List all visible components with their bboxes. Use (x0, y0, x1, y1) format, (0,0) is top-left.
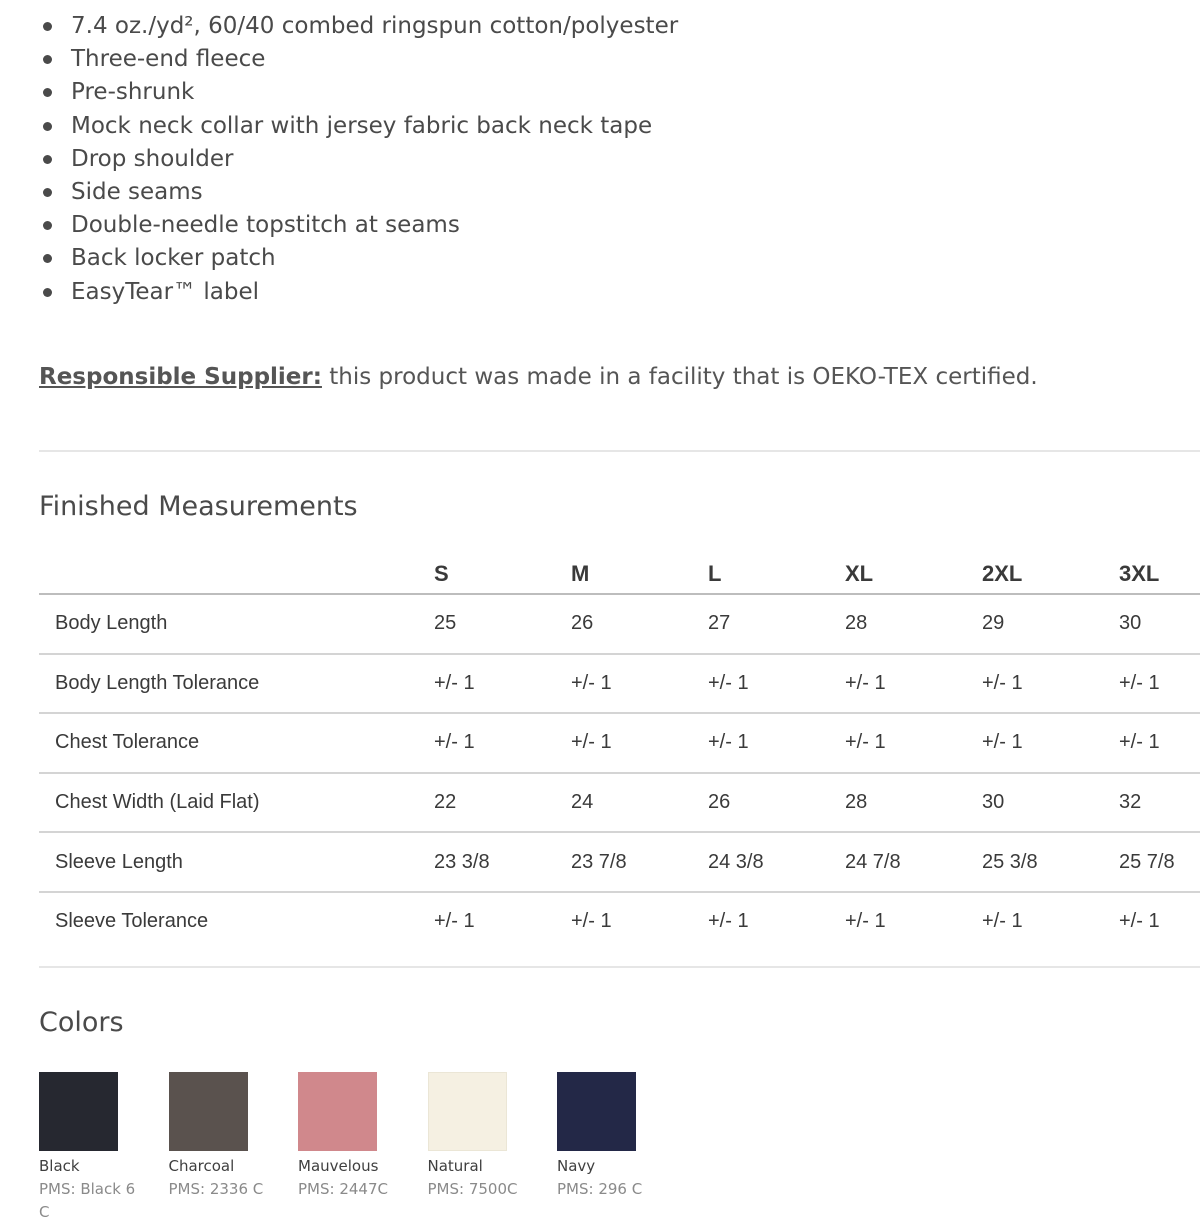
color-pms: PMS: 2447C (298, 1180, 388, 1198)
feature-text: Mock neck collar with jersey fabric back neck tape (71, 112, 653, 139)
table-cell: +/- 1 (434, 892, 571, 951)
table-cell: +/- 1 (434, 713, 571, 773)
responsible-supplier-note (39, 360, 1038, 394)
table-row (39, 892, 1200, 951)
color-chip[interactable] (298, 1072, 377, 1151)
row-label: Chest Tolerance (39, 713, 434, 773)
measurements-title: Finished Measurements (39, 491, 358, 522)
table-cell: +/- 1 (845, 892, 982, 951)
feature-item (40, 276, 678, 309)
table-cell: +/- 1 (845, 654, 982, 714)
size-header: 2XL (982, 561, 1023, 586)
feature-item (40, 176, 678, 209)
feature-item (40, 76, 678, 109)
bullet-icon (43, 88, 52, 97)
feature-item (40, 10, 678, 43)
table-cell: 29 (982, 594, 1119, 654)
table-cell: 30 (1119, 594, 1200, 654)
table-cell: 32 (1119, 773, 1200, 833)
bullet-icon (43, 55, 52, 64)
feature-text: 7.4 oz./yd², 60/40 combed ringspun cotton/polyester (71, 13, 679, 39)
row-label: Body Length (39, 594, 434, 654)
table-cell: 28 (845, 773, 982, 833)
size-header-blank (39, 555, 434, 594)
color-name: Navy (557, 1157, 596, 1175)
color-chip[interactable] (39, 1072, 118, 1151)
feature-item (40, 110, 678, 143)
color-chip[interactable] (428, 1072, 507, 1151)
color-pms: PMS: 296 C (557, 1180, 643, 1198)
table-row (39, 832, 1200, 892)
color-swatch[interactable] (557, 1072, 687, 1224)
color-name: Charcoal (168, 1157, 235, 1175)
bullet-icon (43, 122, 52, 131)
color-swatch[interactable] (169, 1072, 299, 1224)
color-swatch[interactable] (298, 1072, 428, 1224)
table-cell: +/- 1 (571, 713, 708, 773)
size-header-row (39, 555, 1200, 594)
feature-text: Three-end fleece (71, 46, 266, 73)
table-cell: 30 (982, 773, 1119, 833)
row-label: Chest Width (Laid Flat) (39, 773, 434, 833)
table-cell: +/- 1 (982, 713, 1119, 773)
table-cell: 25 (434, 594, 571, 654)
table-cell: 28 (845, 594, 982, 654)
table-cell: +/- 1 (1119, 713, 1200, 773)
color-pms: PMS: 7500C (427, 1180, 518, 1198)
table-cell: +/- 1 (1119, 654, 1200, 714)
feature-item (40, 43, 678, 76)
feature-list (40, 10, 678, 309)
color-pms: PMS: 2336 C (168, 1180, 264, 1198)
table-cell: +/- 1 (708, 892, 845, 951)
feature-text: Drop shoulder (71, 145, 234, 172)
color-swatch[interactable] (39, 1072, 169, 1224)
table-cell: +/- 1 (982, 892, 1119, 951)
feature-text: Side seams (71, 178, 203, 205)
feature-item (40, 143, 678, 176)
supplier-label: Responsible Supplier: (39, 364, 322, 390)
table-row (39, 594, 1200, 654)
table-cell: 23 7/8 (571, 832, 708, 892)
section-divider (39, 450, 1200, 452)
table-cell: +/- 1 (1119, 892, 1200, 951)
color-name: Natural (427, 1157, 483, 1175)
color-name: Black (39, 1157, 80, 1175)
table-row (39, 654, 1200, 714)
size-header: 3XL (1119, 561, 1160, 586)
color-swatch-list (39, 1072, 687, 1224)
section-divider (39, 966, 1200, 968)
table-cell: +/- 1 (571, 892, 708, 951)
feature-item (40, 209, 678, 242)
supplier-text: this product was made in a facility that is OEKO-TEX certified. (321, 364, 1038, 390)
table-cell: +/- 1 (571, 654, 708, 714)
size-header: XL (845, 561, 874, 586)
row-label: Body Length Tolerance (39, 654, 434, 714)
table-cell: 22 (434, 773, 571, 833)
row-label: Sleeve Tolerance (39, 892, 434, 951)
color-swatch[interactable] (428, 1072, 558, 1224)
size-header: S (434, 561, 449, 586)
feature-text: Double-needle topstitch at seams (71, 212, 460, 239)
table-cell: 23 3/8 (434, 832, 571, 892)
row-label: Sleeve Length (39, 832, 434, 892)
table-cell: 27 (708, 594, 845, 654)
table-cell: 24 (571, 773, 708, 833)
table-cell: +/- 1 (708, 713, 845, 773)
color-name: Mauvelous (298, 1157, 379, 1175)
measurements-table (39, 555, 1200, 951)
color-chip[interactable] (169, 1072, 248, 1151)
table-cell: 25 7/8 (1119, 832, 1200, 892)
table-cell: 26 (571, 594, 708, 654)
color-chip[interactable] (557, 1072, 636, 1151)
table-row (39, 773, 1200, 833)
feature-text: Pre-shrunk (71, 79, 195, 106)
size-header: M (571, 561, 590, 586)
bullet-icon (43, 155, 52, 164)
bullet-icon (43, 254, 52, 263)
table-cell: +/- 1 (434, 654, 571, 714)
feature-text: EasyTear™ label (71, 278, 259, 305)
color-pms: PMS: Black 6 C (39, 1180, 136, 1221)
bullet-icon (43, 221, 52, 230)
bullet-icon (43, 188, 52, 197)
bullet-icon (43, 22, 52, 31)
table-row (39, 713, 1200, 773)
feature-text: Back locker patch (71, 245, 276, 272)
table-cell: 26 (708, 773, 845, 833)
feature-item (40, 242, 678, 275)
size-header: L (708, 561, 722, 586)
table-cell: +/- 1 (982, 654, 1119, 714)
table-cell: 24 3/8 (708, 832, 845, 892)
table-cell: +/- 1 (708, 654, 845, 714)
bullet-icon (43, 288, 52, 297)
table-cell: +/- 1 (845, 713, 982, 773)
table-cell: 25 3/8 (982, 832, 1119, 892)
colors-title: Colors (39, 1007, 124, 1038)
table-cell: 24 7/8 (845, 832, 982, 892)
